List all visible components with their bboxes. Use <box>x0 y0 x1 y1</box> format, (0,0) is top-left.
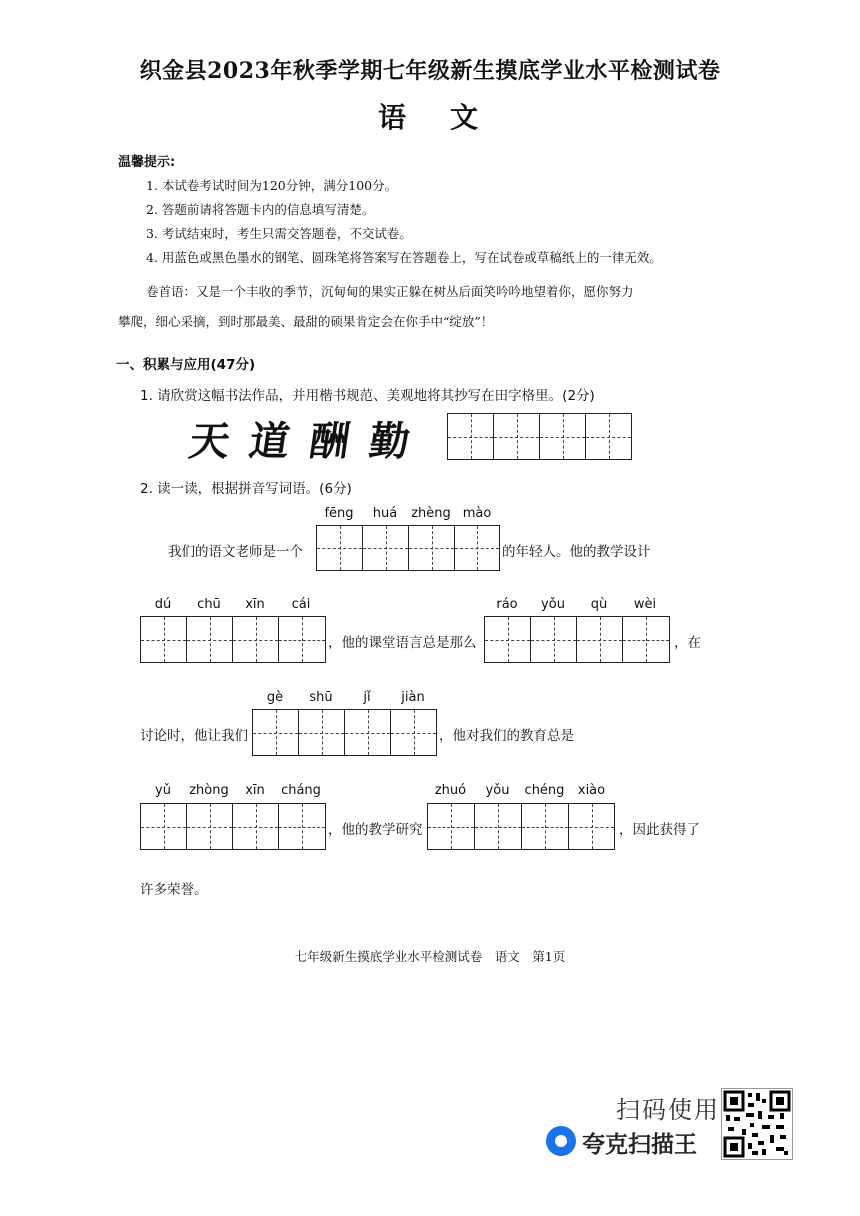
exam-title: 织金县2023年秋季学期七年级新生摸底学业水平检测试卷 <box>139 58 721 84</box>
pinyin-syllable: shū <box>309 690 333 705</box>
calligraphy-artwork: 天道酬勤 <box>186 418 433 465</box>
pinyin-syllable: jiàn <box>401 690 425 705</box>
tip-item: 2. 答题前请将答题卡内的信息填写清楚。 <box>146 202 375 217</box>
tip-item: 4. 用蓝色或黑色墨水的钢笔、圆珠笔将答案写在答题卷上，写在试卷或草稿纸上的一律无效。 <box>146 250 662 265</box>
section-heading: 一、积累与应用(47分) <box>116 357 256 373</box>
sentence-fragment: 许多荣誉。 <box>140 882 208 898</box>
pinyin-syllable: jǐ <box>363 690 371 705</box>
pinyin-syllable: dú <box>154 597 172 612</box>
pinyin-syllable: cái <box>291 597 311 612</box>
pinyin-syllable: ráo <box>496 597 518 612</box>
pinyin-syllable: zhuó <box>434 783 467 798</box>
page-footer: 七年级新生摸底学业水平检测试卷 语文 第1页 <box>294 949 566 964</box>
pinyin-syllable: mào <box>462 506 492 521</box>
pinyin-syllable: qù <box>590 597 608 612</box>
sentence-fragment: 我们的语文老师是一个 <box>168 544 303 560</box>
pinyin-syllable: yǔ <box>155 783 171 798</box>
qr-code-icon[interactable] <box>721 1088 793 1160</box>
tip-item: 3. 考试结束时，考生只需交答题卷，不交试卷。 <box>146 226 412 241</box>
pinyin-syllable: xīn <box>245 597 265 612</box>
exam-subject: 语文 <box>377 101 522 134</box>
pinyin-syllable: yǒu <box>485 783 510 798</box>
tianzige-grid-q1[interactable] <box>447 413 632 460</box>
quark-logo-icon <box>546 1126 576 1156</box>
preface-line-2: 攀爬，细心采摘，到时那最美、最甜的硕果肯定会在你手中“绽放”！ <box>118 314 494 329</box>
answer-grid-w5[interactable] <box>140 803 326 850</box>
pinyin-syllable: chéng <box>524 783 565 798</box>
pinyin-syllable: huá <box>372 506 398 521</box>
tip-item: 1. 本试卷考试时间为120分钟，满分100分。 <box>146 178 398 193</box>
pinyin-syllable: cháng <box>281 783 321 798</box>
pinyin-syllable: xiào <box>577 783 606 798</box>
pinyin-syllable: chū <box>197 597 221 612</box>
pinyin-syllable: xīn <box>245 783 265 798</box>
brand-name: 夸克扫描王 <box>582 1132 697 1158</box>
sentence-fragment: 讨论时，他让我们 <box>140 728 248 744</box>
answer-grid-w4[interactable] <box>252 709 437 756</box>
question-2-prompt: 2. 读一读，根据拼音写词语。(6分) <box>140 481 352 497</box>
sentence-fragment: 的年轻人。他的教学设计 <box>502 544 651 560</box>
scan-to-use-label: 扫码使用 <box>616 1096 720 1124</box>
pinyin-syllable: wèi <box>633 597 657 612</box>
pinyin-syllable: yǒu <box>541 597 565 612</box>
tips-heading: 温馨提示: <box>118 155 176 170</box>
preface-line-1: 卷首语：又是一个丰收的季节，沉甸甸的果实正躲在树丛后面笑吟吟地望着你，愿你努力 <box>146 284 634 299</box>
answer-grid-w6[interactable] <box>427 803 615 850</box>
answer-grid-w3[interactable] <box>484 616 670 663</box>
pinyin-syllable: zhèng <box>411 506 451 521</box>
sentence-fragment: ，在 <box>674 635 701 651</box>
sentence-fragment: ，他的课堂语言总是那么 <box>328 635 477 651</box>
question-1-prompt: 1. 请欣赏这幅书法作品，并用楷书规范、美观地将其抄写在田字格里。(2分) <box>140 388 595 404</box>
pinyin-syllable: zhòng <box>189 783 229 798</box>
pinyin-syllable: fēng <box>324 506 354 521</box>
answer-grid-w2[interactable] <box>140 616 326 663</box>
answer-grid-w1[interactable] <box>316 525 500 571</box>
sentence-fragment: ，他对我们的教育总是 <box>439 728 574 744</box>
sentence-fragment: ，他的教学研究 <box>328 822 423 838</box>
sentence-fragment: ，因此获得了 <box>619 822 700 838</box>
pinyin-syllable: gè <box>266 690 284 705</box>
